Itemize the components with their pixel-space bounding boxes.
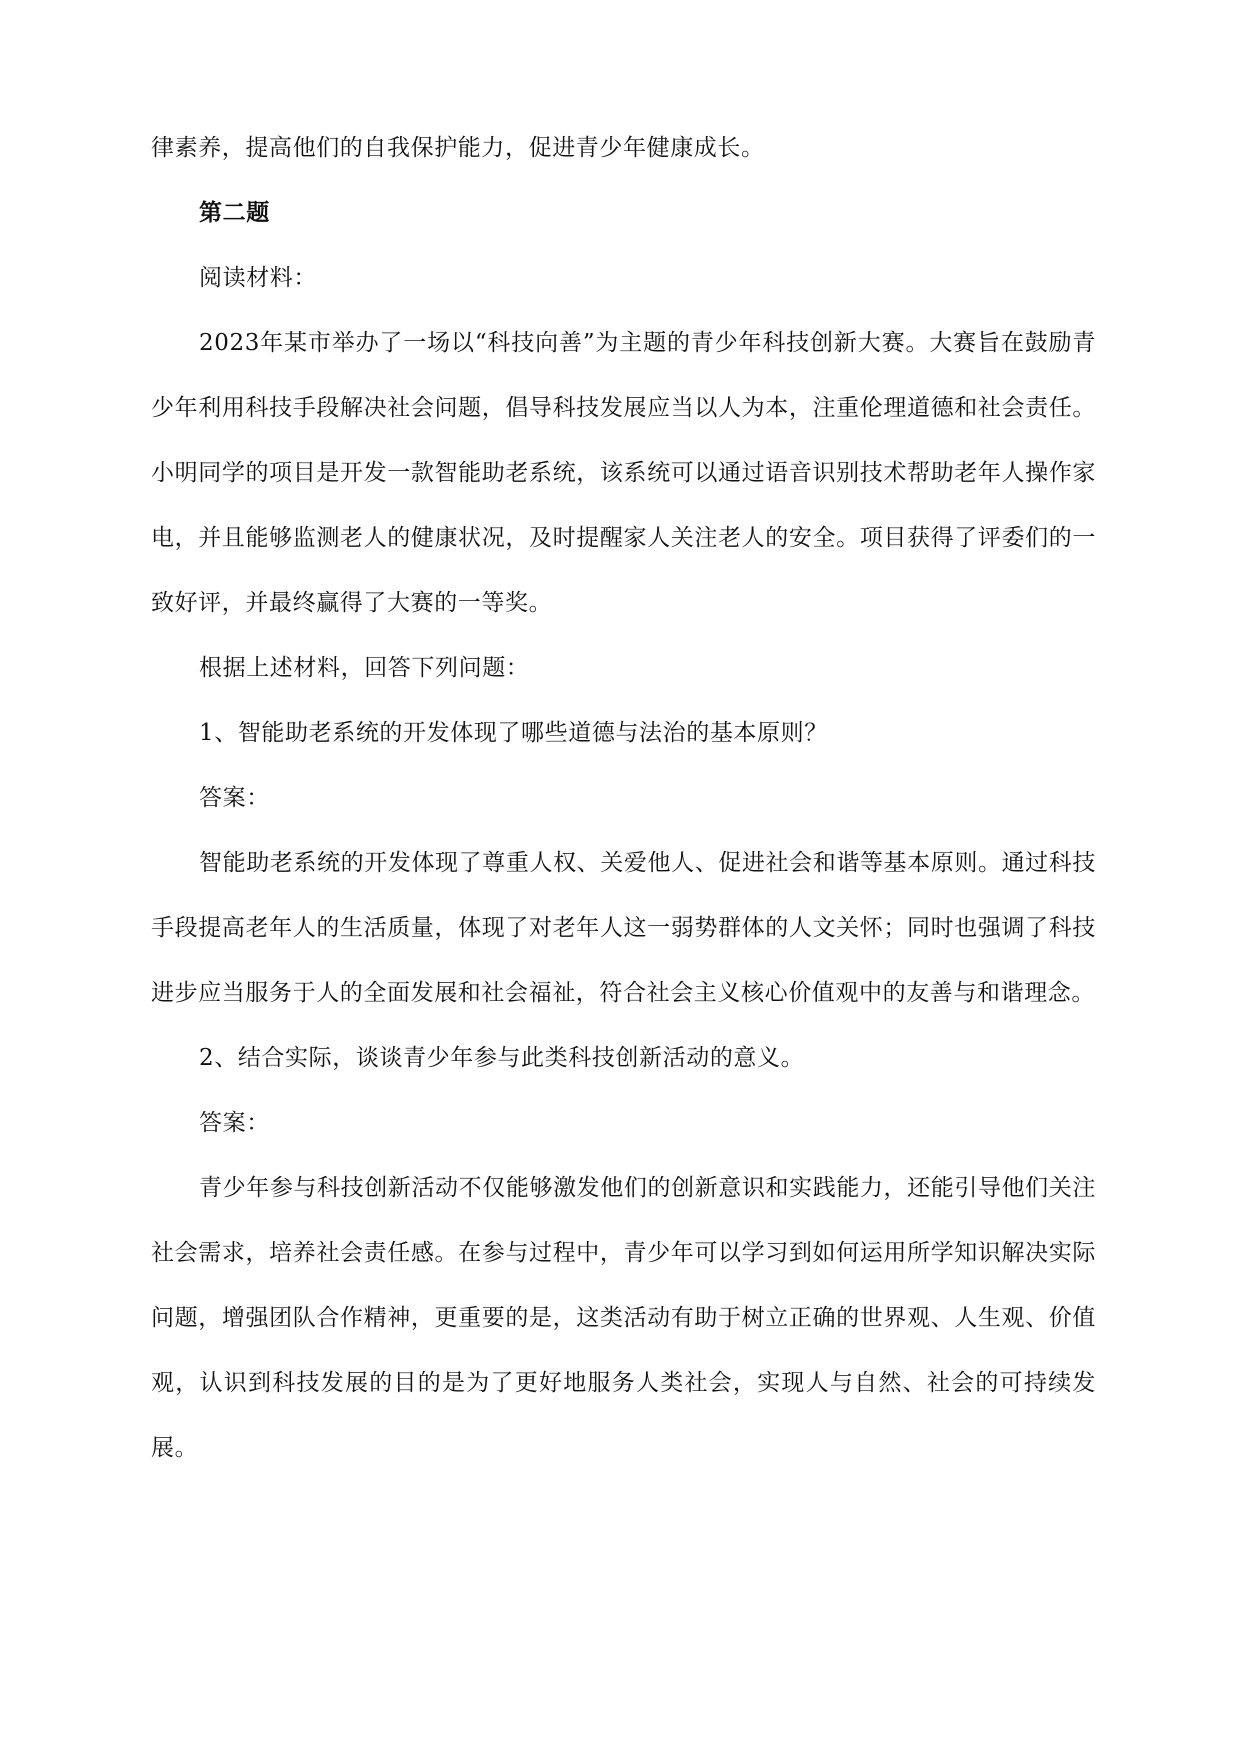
material-label: 阅读材料： bbox=[199, 265, 317, 291]
question-heading: 第二题 bbox=[199, 200, 270, 226]
question-1: 1、智能助老系统的开发体现了哪些道德与法治的基本原则？ bbox=[199, 720, 828, 746]
answer-paragraph-2: 青少年参与科技创新活动不仅能够激发他们的创新意识和实践能力，还能引导他们关注社会需求，培养社会责任感。在参与过程中，青少年可以学习到如何运用所学知识解决实际问题，增强团队合作精神，更重要的是，这类活动有助于树立正确的世界观、人生观、价值观，认识到科技发展的目的是为了更好地服务人类社会，实现人与自然、社会的可持续发展。 bbox=[151, 1175, 1096, 1461]
answer-label-2: 答案： bbox=[199, 1110, 270, 1136]
instruction-paragraph: 根据上述材料，回答下列问题： bbox=[199, 655, 530, 681]
document-body bbox=[151, 116, 1096, 1481]
material-paragraph: 2023年某市举办了一场以“科技向善”为主题的青少年科技创新大赛。大赛旨在鼓励青少年利用科技手段解决社会问题，倡导科技发展应当以人为本，注重伦理道德和社会责任。小明同学的项目是开发一款智能助老系统，该系统可以通过语音识别技术帮助老年人操作家电，并且能够监测老人的健康状况，及时提醒家人关注老人的安全。项目获得了评委们的一致好评，并最终赢得了大赛的一等奖。 bbox=[151, 330, 1096, 616]
question-2: 2、结合实际，谈谈青少年参与此类科技创新活动的意义。 bbox=[199, 1045, 805, 1071]
answer-label-1: 答案： bbox=[199, 785, 270, 811]
paragraph-continuation: 律素养，提高他们的自我保护能力，促进青少年健康成长。 bbox=[151, 135, 765, 161]
answer-paragraph-1: 智能助老系统的开发体现了尊重人权、关爱他人、促进社会和谐等基本原则。通过科技手段提高老年人的生活质量，体现了对老年人这一弱势群体的人文关怀；同时也强调了科技进步应当服务于人的全面发展和社会福祉，符合社会主义核心价值观中的友善与和谐理念。 bbox=[151, 850, 1096, 1006]
